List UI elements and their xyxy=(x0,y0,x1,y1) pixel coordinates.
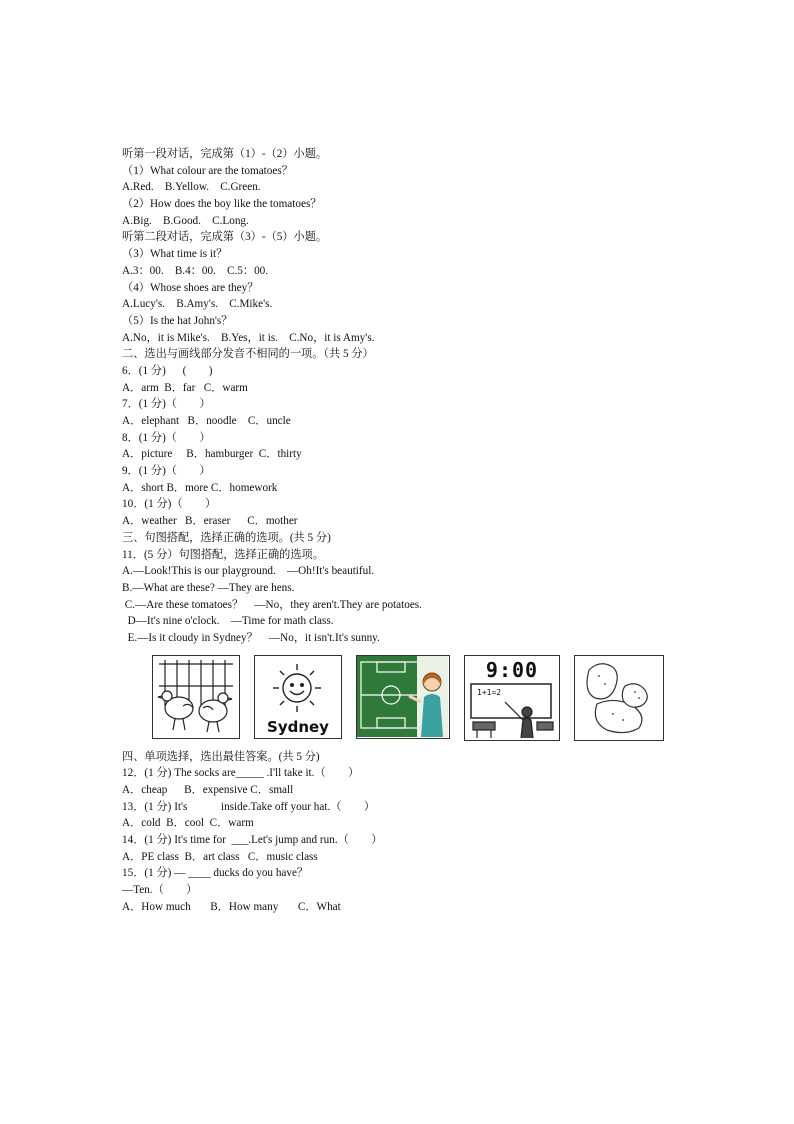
question-1-options: A.Red. B.Yellow. C.Green. xyxy=(122,181,261,194)
question-6: 6．(1 分) ( ) xyxy=(122,364,213,377)
question-4: （4）Whose shoes are they？ xyxy=(122,281,259,294)
question-13: 13．(1 分) It's inside.Take off your hat.（ ） xyxy=(122,800,376,813)
question-15: 15．(1 分) — ____ ducks do you have？ xyxy=(122,867,309,880)
question-12-options: A．cheap B．expensive C．small xyxy=(122,784,294,796)
question-14-options: A．PE class B．art class C．music class xyxy=(122,850,318,863)
question-3-options: A.3：00. B.4：00. C.5：00. xyxy=(122,264,269,277)
match-option-a: A.—Look!This is our playground. —Oh!It's beautiful. xyxy=(122,565,375,578)
question-9: 9．(1 分)（ ） xyxy=(122,465,211,478)
clock-time: 9:00 xyxy=(485,657,539,682)
sydney-label: Sydney xyxy=(267,717,329,736)
question-6-options: A．arm B．far C．warm xyxy=(122,381,248,394)
dialog1-intro: 听第一段对话，完成第（1）-（2）小题。 xyxy=(122,148,328,160)
match-option-b: B.—What are these? —They are hens. xyxy=(122,581,295,594)
question-11: 11．(5 分）句图搭配，选择正确的选项。 xyxy=(122,548,324,561)
question-1: （1）What colour are the tomatoes？ xyxy=(122,164,293,177)
hens-picture xyxy=(152,655,240,739)
question-5-options: A.No，it is Mike's. B.Yes，it is. C.No，it is Amy's. xyxy=(122,331,375,344)
question-5: （5）Is the hat John's？ xyxy=(122,314,233,327)
picture-row xyxy=(152,655,682,743)
question-7: 7．(1 分)（ ） xyxy=(122,398,211,411)
clock-classroom-picture xyxy=(464,655,560,741)
question-4-options: A.Lucy's. B.Amy's. C.Mike's. xyxy=(122,298,273,311)
question-8-options: A．picture B．hamburger C．thirty xyxy=(122,448,302,461)
question-3: （3）What time is it？ xyxy=(122,248,228,261)
question-15-answer: —Ten.（ ） xyxy=(122,884,198,897)
match-option-c: C.—Are these tomatoes？ —No，they aren't.They are potatoes. xyxy=(122,598,422,611)
question-2-options: A.Big. B.Good. C.Long. xyxy=(122,214,249,227)
section3-title: 三、句图搭配，选择正确的选项。(共 5 分) xyxy=(122,531,331,544)
potatoes-picture xyxy=(574,655,664,741)
question-14: 14．(1 分) It's time for ___.Let's jump and run.（ ） xyxy=(122,834,383,847)
question-15-options: A．How much B．How many C．What xyxy=(122,900,341,913)
dialog2-intro: 听第二段对话，完成第（3）-（5）小题。 xyxy=(122,231,328,244)
question-7-options: A．elephant B．noodle C．uncle xyxy=(122,415,291,427)
section4-title: 四、单项选择，选出最佳答案。(共 5 分) xyxy=(122,750,320,763)
question-8: 8．(1 分)（ ） xyxy=(122,431,211,444)
exam-page xyxy=(122,146,682,916)
sydney-sun-picture xyxy=(254,655,342,739)
question-9-options: A．short B．more C．homework xyxy=(122,481,278,494)
match-option-d: D—It's nine o'clock. —Time for math class. xyxy=(122,615,334,628)
playground-picture xyxy=(356,655,450,739)
board-text: 1+1=2 xyxy=(477,687,502,697)
question-13-options: A．cold B．cool C．warm xyxy=(122,817,254,830)
section2-title: 二、选出与画线部分发音不相同的一项。（共 5 分） xyxy=(122,348,374,361)
question-10: 10．(1 分)（ ） xyxy=(122,498,217,511)
question-2: （2）How does the boy like the tomatoes？ xyxy=(122,198,322,211)
match-option-e: E.—Is it cloudy in Sydney？ —No，it isn't.It's sunny. xyxy=(122,631,380,644)
question-12: 12．(1 分) The socks are_____ .I'll take it.（ ） xyxy=(122,767,360,780)
question-10-options: A．weather B．eraser C．mother xyxy=(122,515,298,528)
